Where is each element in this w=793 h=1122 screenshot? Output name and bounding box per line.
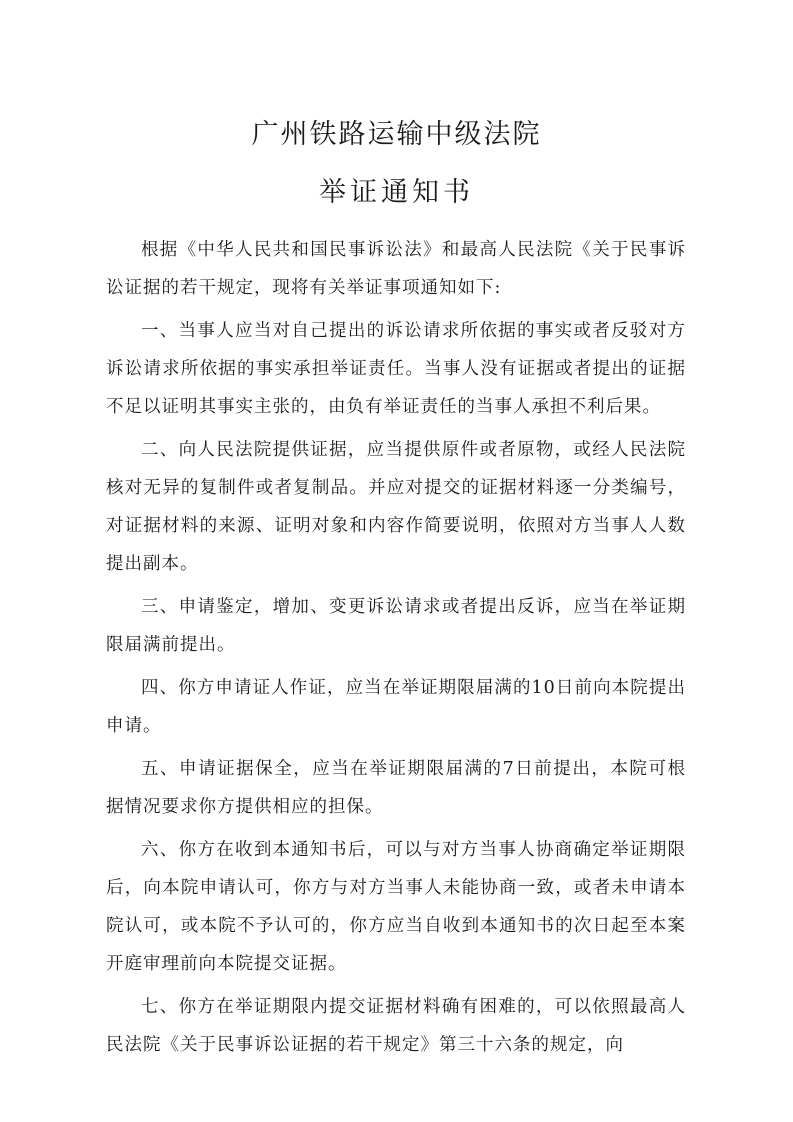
paragraph-item-1: 一、当事人应当对自己提出的诉讼请求所依据的事实或者反驳对方诉讼请求所依据的事实承担举证责任。当事人没有证据或者提出的证据不足以证明其事实主张的，由负有举证责任的当事人承担不利后果。 [106, 321, 686, 417]
notice-title: 举证通知书 [319, 177, 474, 208]
paragraph-item-2: 二、向人民法院提供证据，应当提供原件或者原物，或经人民法院核对无异的复制件或者复制品。并应对提交的证据材料逐一分类编号，对证据材料的来源、证明对象和内容作简要说明，依照对方当事人人数提出副本。 [106, 440, 686, 574]
notice-body [106, 231, 686, 1069]
paragraph-item-3: 三、申请鉴定，增加、变更诉讼请求或者提出反诉，应当在举证期限届满前提出。 [106, 597, 686, 655]
paragraph-item-7: 七、你方在举证期限内提交证据材料确有困难的，可以依照最高人民法院《关于民事诉讼证据的若干规定》第三十六条的规定，向 [106, 997, 686, 1055]
paragraph-intro: 根据《中华人民共和国民事诉讼法》和最高人民法院《关于民事诉讼证据的若干规定，现将有关举证事项通知如下: [106, 240, 686, 298]
paragraph-item-6: 六、你方在收到本通知书后，可以与对方当事人协商确定举证期限后，向本院申请认可，你方与对方当事人未能协商一致，或者未申请本院认可，或本院不予认可的，你方应当自收到本通知书的次日起至本案开庭审理前向本院提交证据。 [106, 840, 686, 974]
paragraph-item-5: 五、申请证据保全，应当在举证期限届满的7日前提出，本院可根据情况要求你方提供相应的担保。 [106, 759, 686, 817]
paragraph-item-4: 四、你方申请证人作证，应当在举证期限届满的10日前向本院提出申请。 [106, 678, 686, 736]
court-name: 广州铁路运输中级法院 [251, 119, 542, 150]
